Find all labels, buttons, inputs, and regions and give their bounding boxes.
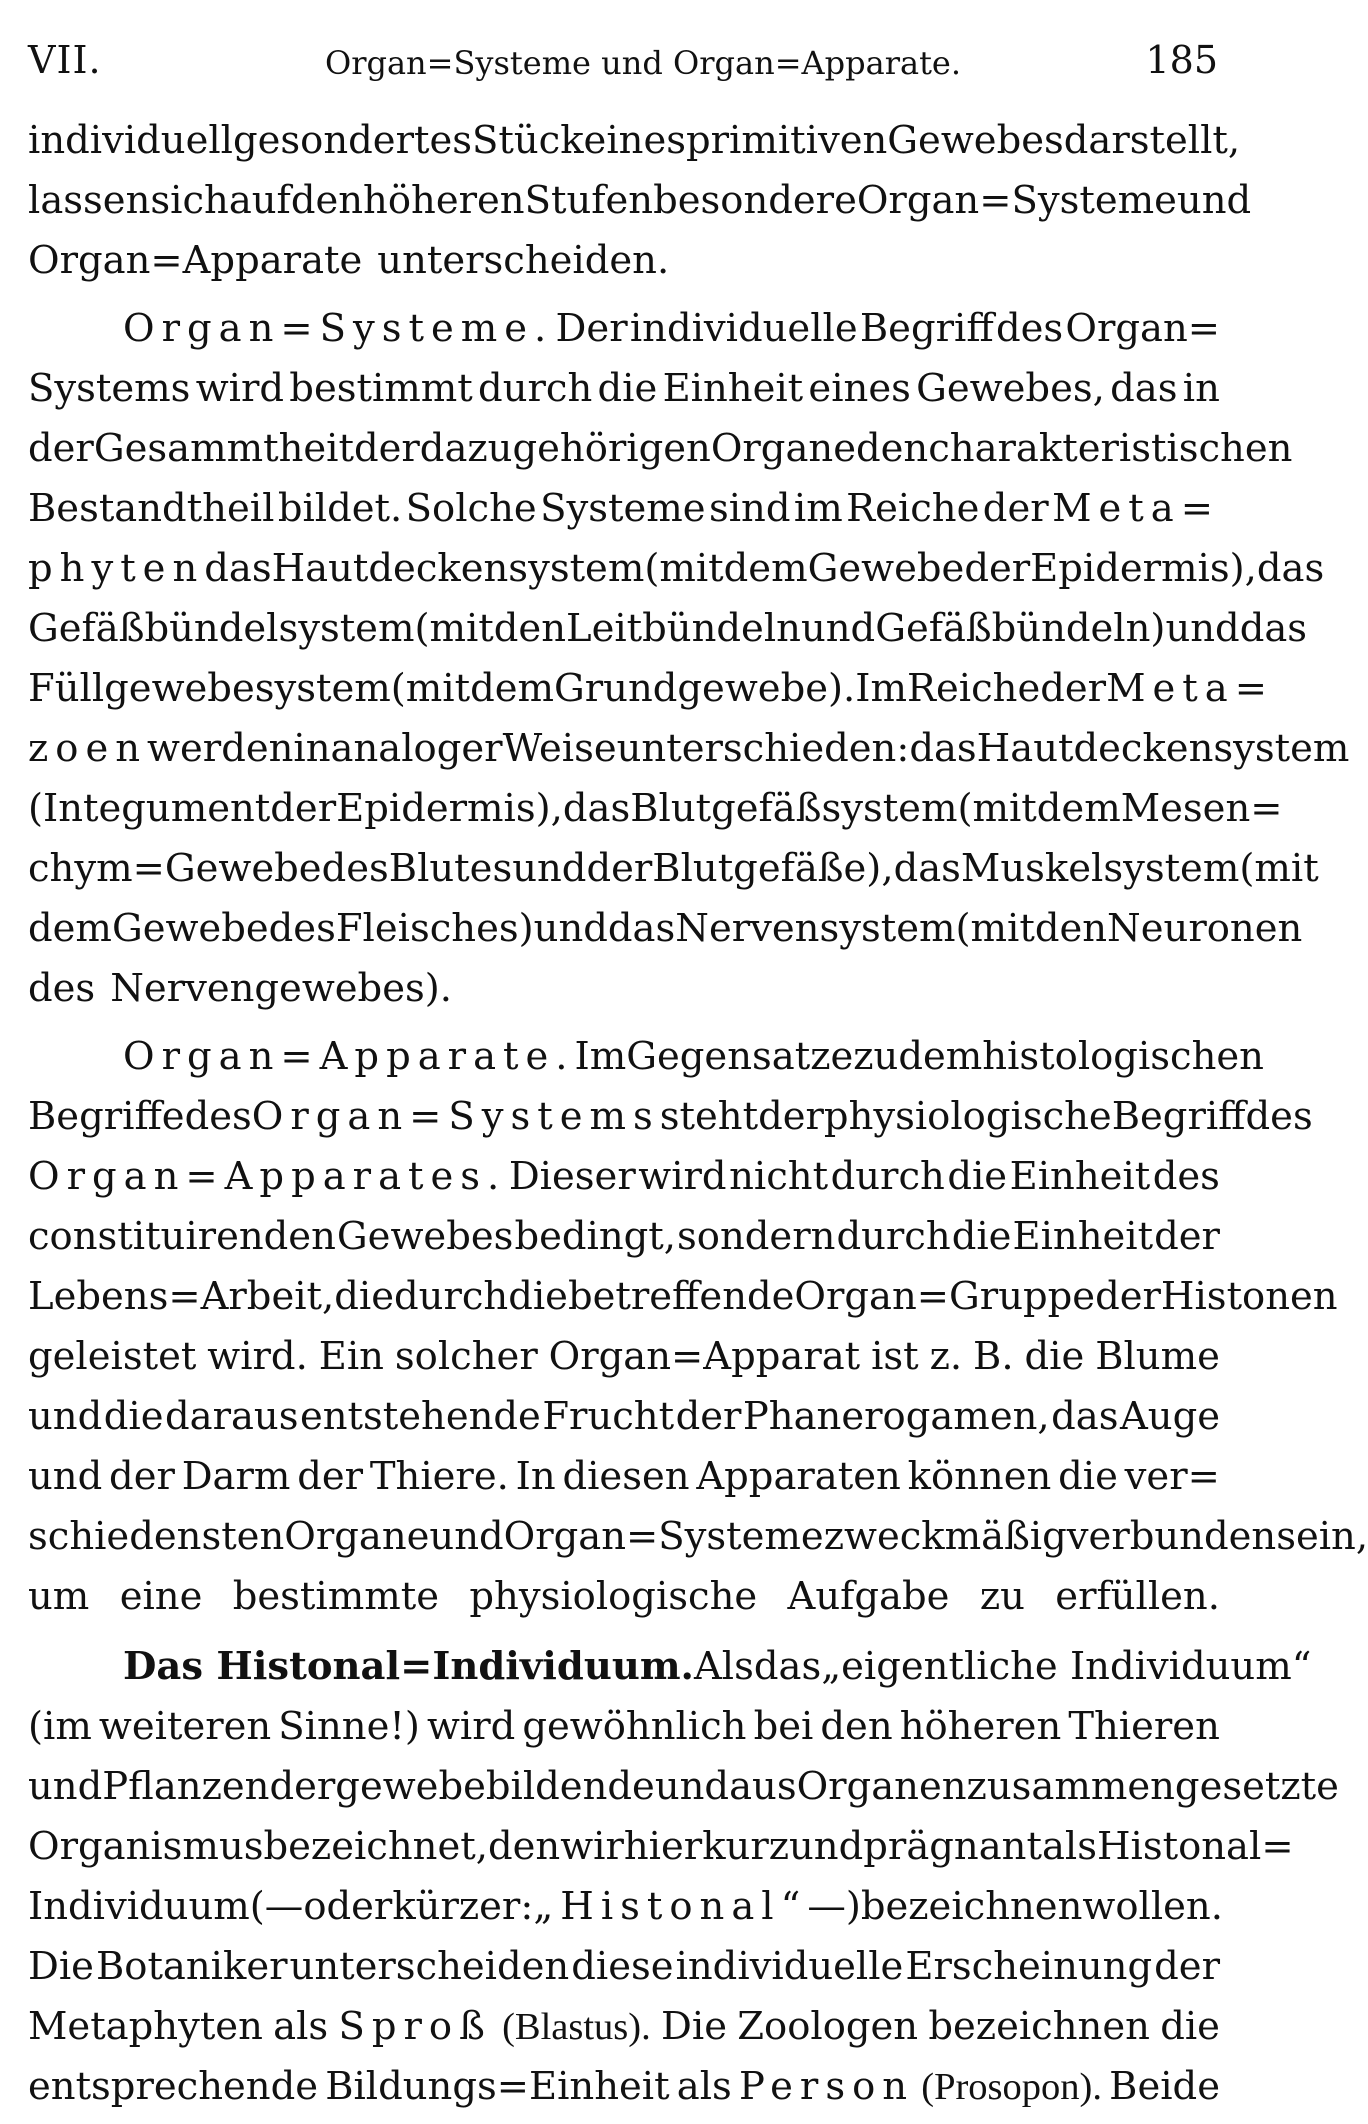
word: Einheit <box>1009 1154 1151 1199</box>
spaced-term: Organ=Systems <box>251 1094 660 1139</box>
word: (mit <box>957 786 1037 831</box>
word: Organ= <box>1065 306 1220 351</box>
word: des <box>1245 1094 1313 1139</box>
word: des <box>28 966 96 1011</box>
word: gewöhnlich <box>522 1704 747 1749</box>
word: Reiche <box>846 486 980 531</box>
word: Bestandtheil <box>28 486 275 531</box>
word: höheren <box>363 178 525 223</box>
word: Fleisches) <box>335 906 534 951</box>
word: bezeichnen <box>860 1884 1083 1929</box>
word: Organ=Gruppe <box>794 1274 1096 1319</box>
word: Begriff <box>859 306 994 351</box>
word: des <box>268 906 336 951</box>
word: Histonal= <box>1096 1824 1294 1869</box>
word: und <box>1176 178 1252 223</box>
text-line <box>28 1334 1220 1394</box>
word: und <box>512 846 587 891</box>
word: Gefäßbündeln) <box>875 606 1166 651</box>
word: bezeichnet, <box>263 1824 488 1869</box>
word: verbunden <box>1066 1514 1277 1559</box>
running-head <box>28 38 1218 98</box>
text-line <box>28 366 1220 426</box>
word: (im <box>28 1704 92 1749</box>
paragraph <box>28 306 1350 1026</box>
word: das <box>1239 606 1308 651</box>
word: der <box>586 846 653 891</box>
spaced-term: Sproß <box>338 2004 492 2049</box>
word: nicht <box>729 1154 829 1199</box>
word: sondern <box>677 1214 836 1259</box>
word: höheren <box>899 1704 1062 1749</box>
word: Histonen <box>1160 1274 1338 1319</box>
word: Epidermis), <box>336 786 563 831</box>
text-line <box>28 1094 1313 1154</box>
word: des <box>321 846 389 891</box>
word: oder <box>303 1884 393 1929</box>
word: wir <box>560 1824 624 1869</box>
text-line <box>28 1574 1220 1634</box>
word: Metaphyten <box>28 2004 263 2049</box>
word: den <box>487 1824 561 1869</box>
word: Muskelsystem <box>960 846 1240 891</box>
word: Systeme <box>540 486 706 531</box>
word: in <box>293 726 331 771</box>
text-line <box>28 426 1293 486</box>
spaced-term: phyten <box>28 546 205 591</box>
word: Füllgewebesystem <box>28 666 391 711</box>
word: als <box>273 2004 329 2049</box>
word: dem <box>1036 786 1121 831</box>
word: und <box>1165 606 1240 651</box>
word: und <box>654 1764 730 1809</box>
word: der <box>353 426 420 471</box>
word: das <box>1110 366 1178 411</box>
word: den <box>1034 906 1108 951</box>
word: (mit <box>390 666 471 711</box>
word: durch <box>394 1274 509 1319</box>
word: das <box>562 786 631 831</box>
word: Weise <box>502 726 617 771</box>
word: Solche <box>405 486 537 531</box>
body-text <box>28 118 1368 2124</box>
word: Systems <box>28 366 191 411</box>
word: bei <box>753 1704 814 1749</box>
word: zu <box>979 1574 1025 1619</box>
text-line <box>28 118 1241 178</box>
word: durch <box>478 366 593 411</box>
word: (Blastus). <box>502 2006 651 2048</box>
word: (Integument <box>28 786 271 831</box>
text-line <box>28 966 1220 1026</box>
word: durch <box>836 1214 951 1259</box>
word: und <box>28 1454 103 1499</box>
word: Reiche <box>907 666 1041 711</box>
text-line <box>28 726 1350 786</box>
word: individuelle <box>675 1944 904 1989</box>
word: und <box>800 606 876 651</box>
word: Stufen <box>524 178 654 223</box>
text-line <box>28 1824 1294 1884</box>
word: dem <box>470 666 555 711</box>
word: zweckmäßig <box>823 1514 1067 1559</box>
paragraph <box>28 118 1252 298</box>
spaced-term: Meta= <box>1106 666 1274 711</box>
word: bestimmt <box>289 366 473 411</box>
word: Im <box>855 666 907 711</box>
word: charakteristischen <box>928 426 1293 471</box>
word: den <box>855 426 929 471</box>
word: individuell <box>28 118 233 163</box>
text-line <box>28 1884 1223 1944</box>
word: und <box>28 1394 103 1439</box>
word: das <box>607 906 676 951</box>
word: die <box>947 1154 1008 1199</box>
spaced-term: Organ=Systeme. <box>123 306 554 351</box>
word: Dieser <box>508 1154 636 1199</box>
text-line <box>28 2004 1220 2064</box>
word: Gegensatze <box>626 1034 854 1079</box>
word: der <box>109 1454 175 1499</box>
word: betreffende <box>567 1274 795 1319</box>
word: die <box>1058 1454 1118 1499</box>
word: auf <box>228 178 291 223</box>
word: Die <box>28 1944 94 1989</box>
text-line <box>28 906 1303 966</box>
text-line <box>28 1154 1220 1214</box>
word: geleistet <box>28 1334 197 1379</box>
word: prägnant <box>863 1824 1042 1869</box>
text-line <box>28 1454 1220 1514</box>
word: kurz <box>702 1824 790 1869</box>
word: die <box>1024 1334 1085 1379</box>
word: bedingt, <box>514 1214 676 1259</box>
word: dem <box>28 906 112 951</box>
word: (mit <box>955 906 1035 951</box>
word: den <box>290 178 364 223</box>
word: diese <box>571 1944 674 1989</box>
word: des <box>184 1094 252 1139</box>
word: histologischen <box>982 1034 1264 1079</box>
word: Nervengewebes). <box>110 966 453 1011</box>
word: Im <box>574 1034 627 1079</box>
word: Aufgabe <box>787 1574 950 1619</box>
word: Begriffe <box>28 1094 185 1139</box>
word: aus <box>729 1764 797 1809</box>
word: Auge <box>1119 1394 1220 1439</box>
word: Grundgewebe). <box>554 666 856 711</box>
word: Gewebe <box>807 546 965 591</box>
word: constituirenden <box>28 1214 336 1259</box>
word: bildet. <box>277 486 403 531</box>
word: die <box>951 1214 1012 1259</box>
word: der <box>758 1094 824 1139</box>
word: Pflanzen <box>102 1764 270 1809</box>
word: dazugehörigen <box>419 426 711 471</box>
running-title: Organ=Systeme und Organ=Apparate. <box>324 44 962 82</box>
word: wollen. <box>1082 1884 1223 1929</box>
word: Bildungs=Einheit <box>325 2064 670 2109</box>
word: das <box>753 1644 822 1689</box>
word: in <box>1182 366 1220 411</box>
word: In <box>515 1454 556 1499</box>
word: Sinne!) <box>278 1704 420 1749</box>
word: Hautdeckensystem <box>271 546 645 591</box>
word: individuelle <box>629 306 858 351</box>
word: Epidermis), <box>1030 546 1257 591</box>
text-line <box>28 178 1252 238</box>
word: darstellt, <box>1063 118 1241 163</box>
text-line <box>28 1944 1220 2004</box>
word: den <box>493 606 567 651</box>
word: unterscheiden. <box>377 238 670 283</box>
word: der <box>1154 1944 1220 1989</box>
word: lassen <box>28 178 151 223</box>
word: der <box>28 426 94 471</box>
word: —) <box>807 1884 861 1929</box>
word: Organe <box>284 1514 430 1559</box>
text-line <box>28 786 1283 846</box>
word: Organ=Systeme <box>503 1514 824 1559</box>
word: die <box>508 1274 568 1319</box>
page-number: 185 <box>1145 38 1218 82</box>
word: Blutes <box>388 846 513 891</box>
word: erfüllen. <box>1055 1574 1220 1619</box>
word: (mit <box>414 606 494 651</box>
word: des <box>1152 1154 1220 1199</box>
word: der <box>1154 1214 1220 1259</box>
word: im <box>793 486 843 531</box>
word: wird. <box>207 1334 308 1379</box>
word: Als <box>693 1644 754 1689</box>
word: zu <box>853 1034 899 1079</box>
word: Frucht <box>542 1394 675 1439</box>
word: „eigentliche Individuum“ <box>821 1644 1312 1689</box>
word: Blutgefäße), <box>652 846 894 891</box>
word: durch <box>830 1154 945 1199</box>
word: entsprechende <box>28 2064 319 2109</box>
word: ver= <box>1124 1454 1220 1499</box>
word: Stück <box>472 118 584 163</box>
word: eines <box>808 366 911 411</box>
word: schiedensten <box>28 1514 285 1559</box>
word: Begriff <box>1111 1094 1246 1139</box>
text-line <box>28 846 1319 906</box>
word: das <box>909 726 977 771</box>
word: der <box>964 546 1031 591</box>
word: kürzer: <box>392 1884 534 1929</box>
word: Blume <box>1095 1334 1220 1379</box>
word: Blutgefäßsystem <box>630 786 958 831</box>
text-line <box>28 1034 1264 1094</box>
word: solcher <box>394 1334 538 1379</box>
word: das <box>1256 546 1325 591</box>
word: das <box>204 546 272 591</box>
word: und <box>28 1764 103 1809</box>
word: Einheit <box>1012 1214 1154 1259</box>
word: der <box>297 1454 364 1499</box>
word: Organen <box>796 1764 967 1809</box>
word: Lebens=Arbeit, <box>28 1274 335 1319</box>
spaced-term: Organ=Apparates. <box>28 1154 507 1199</box>
text-line <box>28 1394 1220 1454</box>
paragraph <box>28 1034 1368 1634</box>
text-line <box>28 238 1220 298</box>
word: Ein <box>318 1334 384 1379</box>
text-line <box>28 306 1220 366</box>
word: bestimmte <box>232 1574 439 1619</box>
word: B. <box>973 1334 1014 1379</box>
word: die <box>334 1274 395 1319</box>
word: ist <box>871 1334 919 1379</box>
word: das <box>893 846 961 891</box>
spaced-term: „Histonal“ <box>533 1884 808 1929</box>
word: Gewebes <box>887 118 1064 163</box>
word: Die <box>661 2004 727 2049</box>
word: um <box>28 1574 90 1619</box>
word: des <box>995 306 1064 351</box>
word: zusammengesetzte <box>966 1764 1339 1809</box>
text-line <box>28 606 1308 666</box>
word: eine <box>119 1574 203 1619</box>
word: Organ=Apparate <box>28 238 363 283</box>
word: (— <box>249 1884 304 1929</box>
word: Der <box>555 306 628 351</box>
word: Leitbündeln <box>566 606 801 651</box>
word: hier <box>623 1824 703 1869</box>
text-line <box>28 1274 1338 1334</box>
word: die <box>1160 2004 1220 2049</box>
word: der <box>1040 666 1107 711</box>
word: können <box>907 1454 1052 1499</box>
word: weiteren <box>98 1704 272 1749</box>
word: entstehende <box>299 1394 541 1439</box>
word: als <box>1041 1824 1097 1869</box>
word: Individuum <box>28 1884 250 1929</box>
word: sein, <box>1276 1514 1368 1559</box>
word: Organ=Systeme <box>856 178 1177 223</box>
text-line <box>28 2064 1220 2124</box>
word: bezeichnen <box>928 2004 1150 2049</box>
word: Gewebes, <box>916 366 1105 411</box>
text-line <box>28 1644 1312 1704</box>
text-line <box>28 1514 1368 1574</box>
word: als <box>676 2064 732 2109</box>
word: wird <box>195 366 285 411</box>
text-line <box>28 1764 1339 1824</box>
word: Mesen= <box>1120 786 1283 831</box>
chapter-number: VII. <box>28 38 102 82</box>
word: unterschieden: <box>616 726 910 771</box>
word: und <box>789 1824 864 1869</box>
word: sind <box>708 486 791 531</box>
word: diesen <box>562 1454 690 1499</box>
word: Einheit <box>662 366 804 411</box>
word: die <box>597 366 658 411</box>
word: Apparaten <box>696 1454 901 1499</box>
word: physiologische <box>469 1574 758 1619</box>
word: Botaniker <box>95 1944 288 1989</box>
word: Neuronen <box>1107 906 1303 951</box>
spaced-term: Meta= <box>1052 486 1220 531</box>
word: wird <box>426 1704 516 1749</box>
word: Gewebes <box>336 1214 514 1259</box>
word: z. <box>929 1334 963 1379</box>
word: Organ=Apparat <box>548 1334 861 1379</box>
word: den <box>820 1704 893 1749</box>
word: Erscheinung <box>905 1944 1153 1989</box>
word: eines <box>583 118 686 163</box>
word: der <box>675 1394 742 1439</box>
word: Gefäßbündelsystem <box>28 606 415 651</box>
word: und <box>533 906 608 951</box>
word: Gesammtheit <box>93 426 354 471</box>
text-line <box>28 1214 1220 1274</box>
word: physiologische <box>823 1094 1112 1139</box>
word: dem <box>898 1034 983 1079</box>
word: wird <box>638 1154 727 1199</box>
paragraph <box>28 1644 1339 2124</box>
word: Thieren <box>1068 1704 1220 1749</box>
text-line <box>28 486 1220 546</box>
word: gesondertes <box>232 118 472 163</box>
word: der <box>269 1764 336 1809</box>
word: Gewebe <box>111 906 269 951</box>
word: dem <box>723 546 808 591</box>
word: primitiven <box>685 118 888 163</box>
word: werden <box>147 726 294 771</box>
word: steht <box>659 1094 759 1139</box>
word: (mit <box>1239 846 1319 891</box>
word: Beide <box>1109 2064 1220 2109</box>
spaced-term: zoen <box>28 726 148 771</box>
word: chym=Gewebe <box>28 846 322 891</box>
word: besondere <box>653 178 857 223</box>
word: Organe <box>710 426 856 471</box>
word: (Prosopon). <box>921 2066 1102 2108</box>
word: Phanerogamen, <box>742 1394 1050 1439</box>
word: (mit <box>644 546 724 591</box>
word: der <box>982 486 1049 531</box>
word: die <box>103 1394 164 1439</box>
word: unterscheiden <box>289 1944 570 1989</box>
text-line <box>28 1704 1220 1764</box>
word: das <box>1051 1394 1119 1439</box>
word: der <box>1095 1274 1161 1319</box>
word: Thiere. <box>369 1454 509 1499</box>
word: der <box>270 786 337 831</box>
word: Nervensystem <box>675 906 956 951</box>
word: Zoologen <box>737 2004 919 2049</box>
word: Organismus <box>28 1824 264 1869</box>
word: gewebebildende <box>335 1764 655 1809</box>
word: daraus <box>164 1394 299 1439</box>
spaced-term: Person <box>738 2064 915 2109</box>
section-heading: Das Histonal=Individuum. <box>123 1644 694 1689</box>
word: analoger <box>330 726 503 771</box>
word: und <box>429 1514 504 1559</box>
word: Darm <box>181 1454 291 1499</box>
word: sich <box>150 178 229 223</box>
word: Hautdeckensystem <box>976 726 1350 771</box>
spaced-term: Organ=Apparate. <box>123 1034 575 1079</box>
text-line <box>28 666 1274 726</box>
text-line <box>28 546 1325 606</box>
